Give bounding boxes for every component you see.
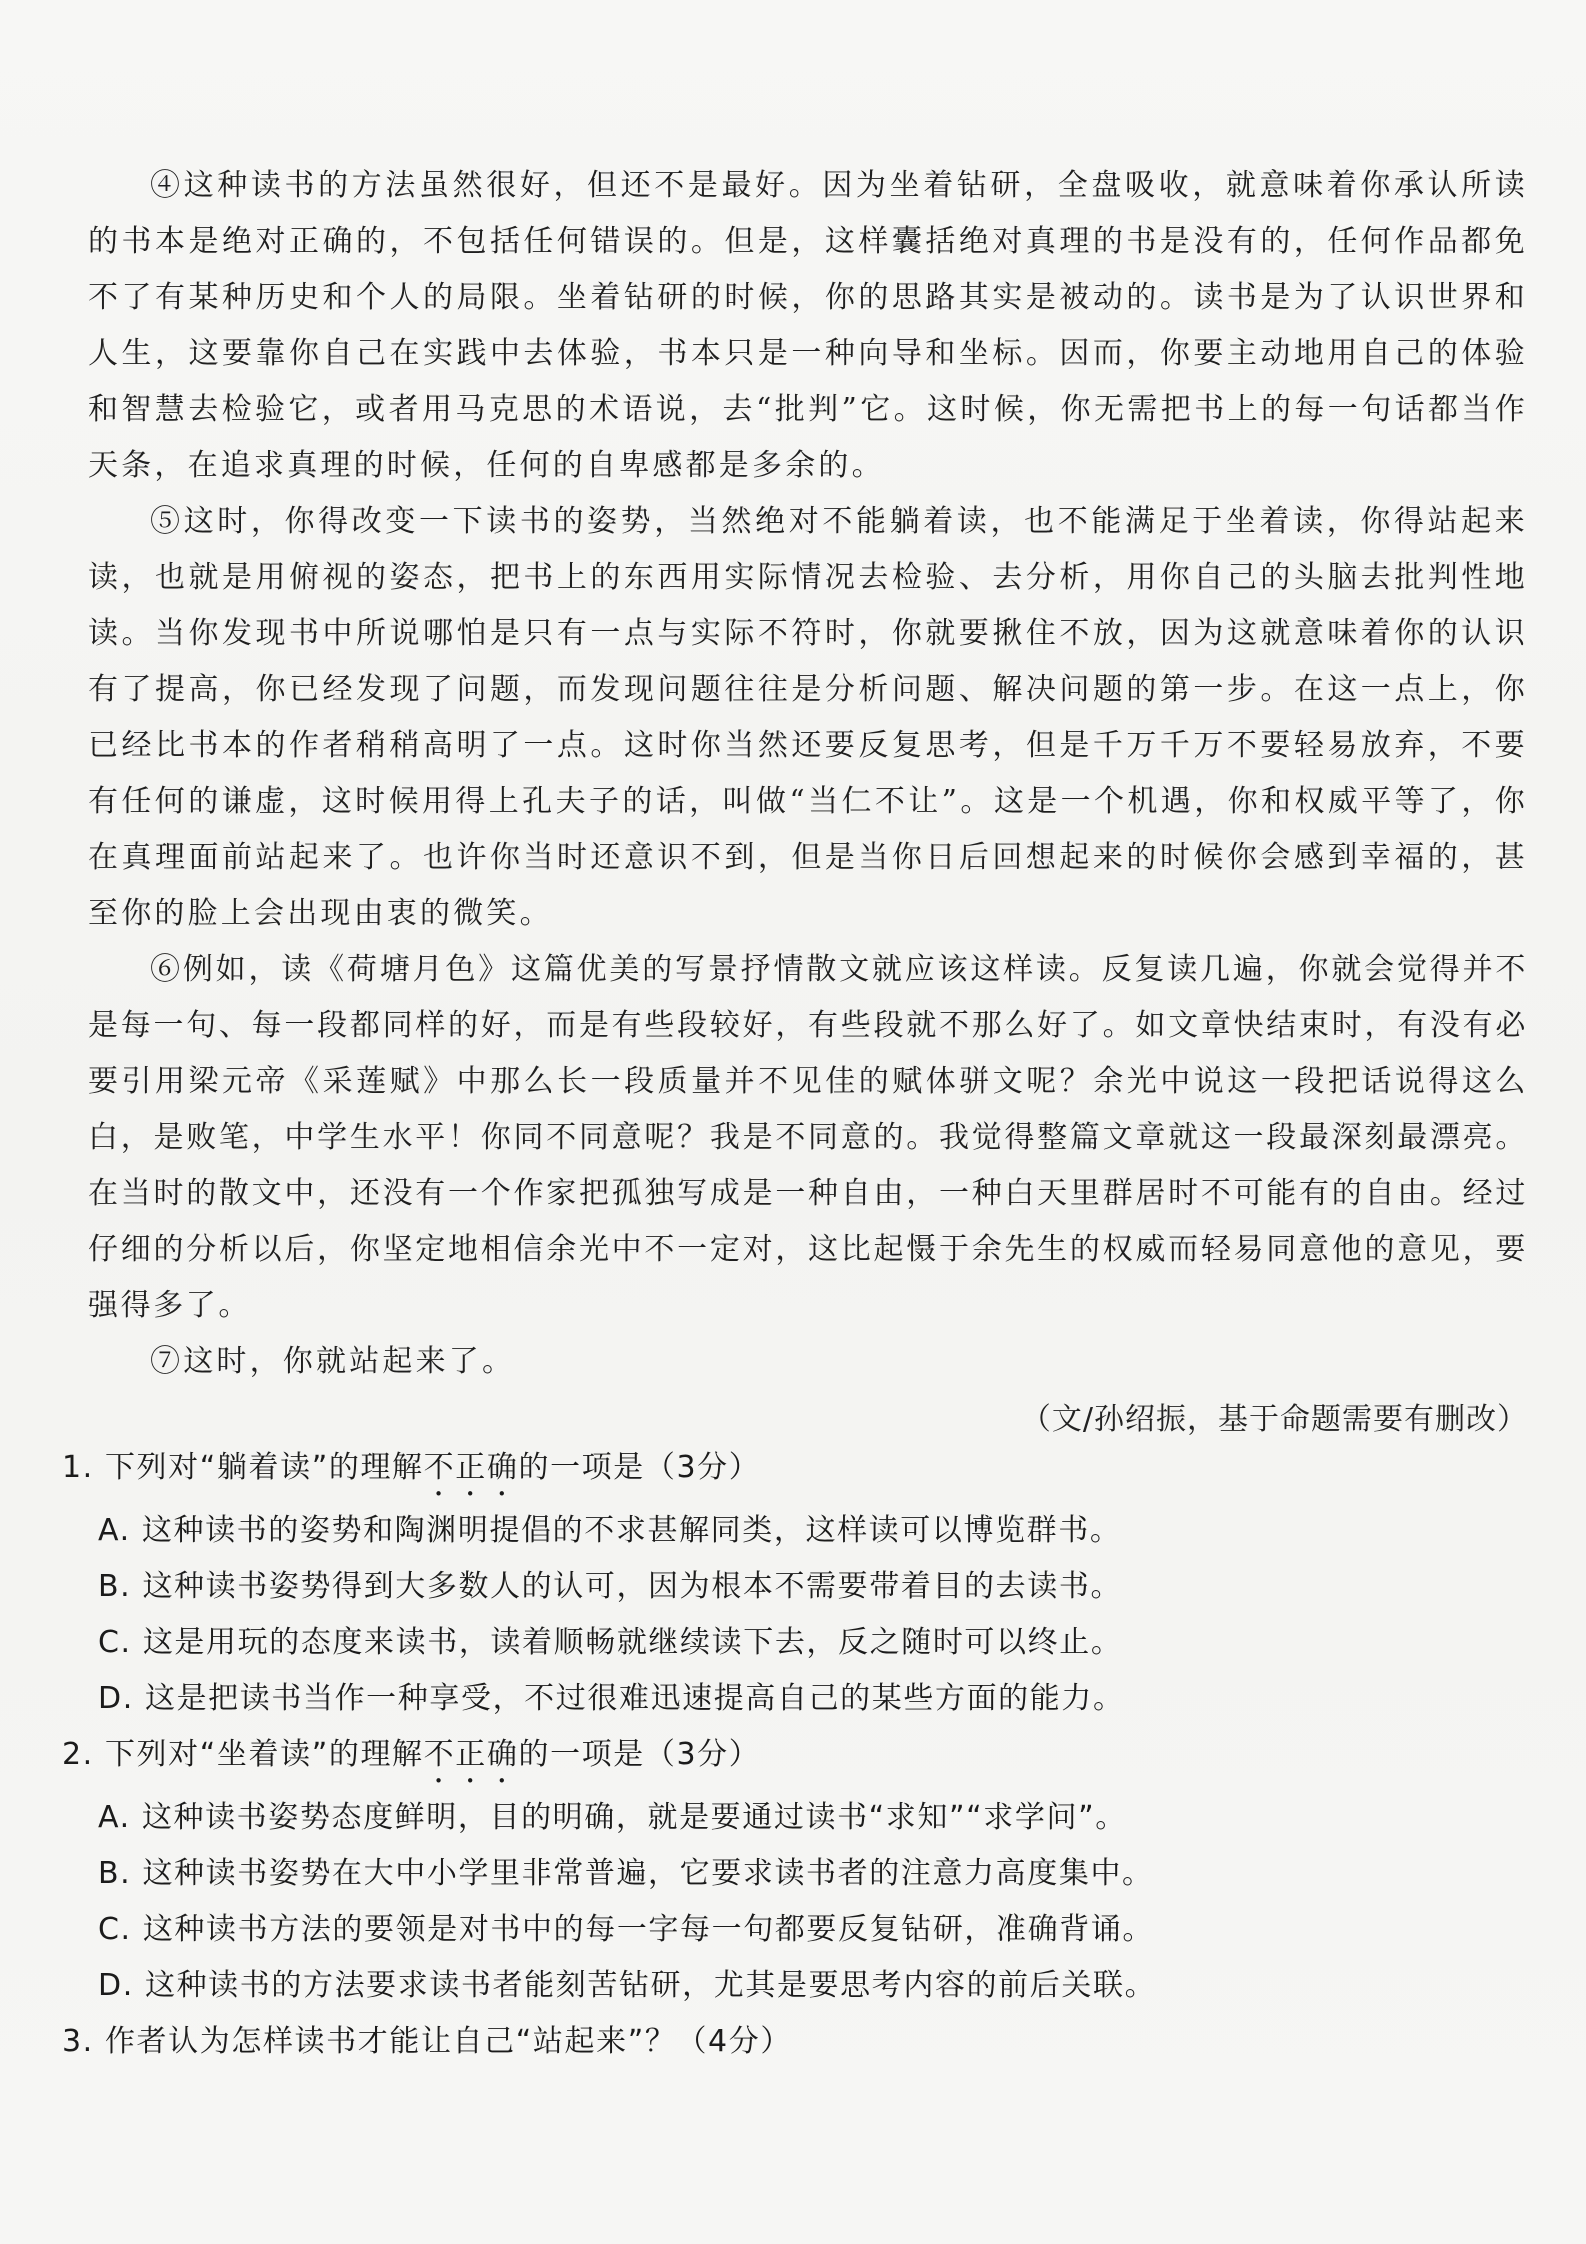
question-1-stem-emphasis: 不正确	[423, 1450, 519, 1485]
question-1-option-c: C. 这是用玩的态度来读书，读着顺畅就继续读下去，反之随时可以终止。	[98, 1625, 1123, 1660]
question-2	[62, 1727, 1522, 2014]
question-1-option-b: B. 这种读书姿势得到大多数人的认可，因为根本不需要带着目的去读书。	[98, 1569, 1123, 1604]
question-2-option-a: A. 这种读书姿势态度鲜明，目的明确，就是要通过读书“求知”“求学问”。	[98, 1800, 1127, 1835]
question-1-option-a: A. 这种读书的姿势和陶渊明提倡的不求甚解同类，这样读可以博览群书。	[98, 1513, 1122, 1548]
paragraph-6: ⑥例如，读《荷塘月色》这篇优美的写景抒情散文就应该这样读。反复读几遍，你就会觉得并不是每一句、每一段都同样的好，而是有些段较好，有些段就不那么好了。如文章快结束时，有没有必要引用梁元帝《采莲赋》中那么长一段质量并不见佳的赋体骈文呢？余光中说这一段把话说得这么白，是败笔，中学生水平！你同不同意呢？我是不同意的。我觉得整篇文章就这一段最深刻最漂亮。在当时的散文中，还没有一个作家把孤独写成是一种自由，一种白天里群居时不可能有的自由。经过仔细的分析以后，你坚定地相信余光中不一定对，这比起慑于余先生的权威而轻易同意他的意见，要强得多了。	[88, 952, 1528, 1323]
question-2-option-c: C. 这种读书方法的要领是对书中的每一字每一句都要反复钻研，准确背诵。	[98, 1912, 1155, 1947]
question-1-stem-end: 的一项是（3分）	[518, 1450, 761, 1485]
question-1-options	[62, 1503, 1522, 1727]
question-2-option-b: B. 这种读书姿势在大中小学里非常普遍，它要求读书者的注意力高度集中。	[98, 1856, 1154, 1891]
question-2-options	[62, 1790, 1522, 2014]
reading-passage	[88, 158, 1528, 1448]
question-2-stem	[62, 1727, 1522, 1790]
paragraph-5: ⑤这时，你得改变一下读书的姿势，当然绝对不能躺着读，也不能满足于坐着读，你得站起来读，也就是用俯视的姿态，把书上的东西用实际情况去检验、去分析，用你自己的头脑去批判性地读。当你发现书中所说哪怕是只有一点与实际不符时，你就要揪住不放，因为这就意味着你的认识有了提高，你已经发现了问题，而发现问题往往是分析问题、解决问题的第一步。在这一点上，你已经比书本的作者稍稍高明了一点。这时你当然还要反复思考，但是千万千万不要轻易放弃，不要有任何的谦虚，这时候用得上孔夫子的话，叫做“当仁不让”。这是一个机遇，你和权威平等了，你在真理面前站起来了。也许你当时还意识不到，但是当你日后回想起来的时候你会感到幸福的，甚至你的脸上会出现由衷的微笑。	[88, 504, 1528, 931]
paragraph-7: ⑦这时，你就站起来了。	[150, 1344, 516, 1379]
question-2-stem-emphasis: 不正确	[423, 1737, 519, 1772]
question-1-stem-start: 1. 下列对“躺着读”的理解	[62, 1450, 424, 1485]
question-1-option-d: D. 这是把读书当作一种享受，不过很难迅速提高自己的某些方面的能力。	[98, 1681, 1125, 1716]
source-attribution: （文/孙绍振，基于命题需要有删改）	[1020, 1402, 1528, 1437]
question-3	[62, 2014, 1522, 2070]
question-2-option-d: D. 这种读书的方法要求读书者能刻苦钻研，尤其是要思考内容的前后关联。	[98, 1968, 1157, 2003]
paragraph-4: ④这种读书的方法虽然很好，但还不是最好。因为坐着钻研，全盘吸收，就意味着你承认所读的书本是绝对正确的，不包括任何错误的。但是，这样囊括绝对真理的书是没有的，任何作品都免不了有某种历史和个人的局限。坐着钻研的时候，你的思路其实是被动的。读书是为了认识世界和人生，这要靠你自己在实践中去体验，书本只是一种向导和坐标。因而，你要主动地用自己的体验和智慧去检验它，或者用马克思的术语说，去“批判”它。这时候，你无需把书上的每一句话都当作天条，在追求真理的时候，任何的自卑感都是多余的。	[88, 168, 1528, 483]
question-1	[62, 1440, 1522, 1727]
question-2-stem-start: 2. 下列对“坐着读”的理解	[62, 1737, 424, 1772]
question-2-stem-end: 的一项是（3分）	[518, 1737, 761, 1772]
question-section	[62, 1440, 1522, 2070]
question-1-stem	[62, 1440, 1522, 1503]
question-3-stem: 3. 作者认为怎样读书才能让自己“站起来”？（4分）	[62, 2024, 792, 2059]
